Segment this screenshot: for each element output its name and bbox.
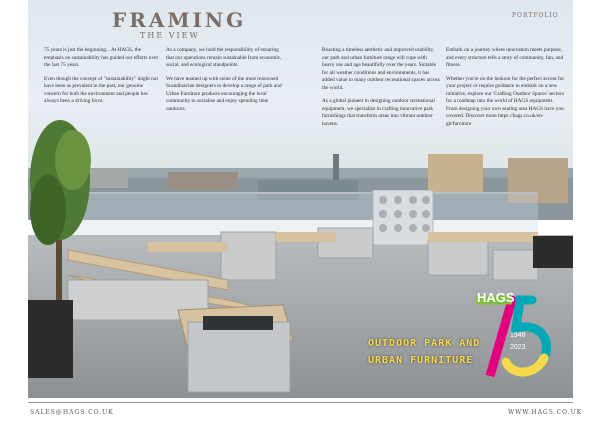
planter-pot [28, 300, 73, 378]
article-column-4 [446, 47, 566, 134]
brand-name: HAGS [477, 290, 515, 305]
overlay-caption [368, 335, 480, 369]
year-start: 1948 [510, 332, 526, 339]
footer-email[interactable]: SALES@HAGS.CO.UK [30, 409, 114, 416]
planter-pot-right [533, 236, 573, 268]
paragraph: 75 years is just the beginning... At HAGS, the emphasis on sustainability has guided our efforts over the last 75 years. [44, 47, 159, 68]
paragraph: Boasting a timeless aesthetic and improved usability, our park and urban furniture range will cope with heavy use and age beautifully over the years. Suitable for all weather conditions and environments, it has added value to many outdoor recreational spaces across the world. [322, 47, 440, 91]
paragraph: We have teamed up with some of the most renowned Scandinavian designers to develop a range of park and Urban Furniture products encouraging the local community to socialise and enjoy spending time outdoors. [166, 75, 282, 112]
section-label: PORTFOLIO [512, 12, 559, 19]
year-end: 2023 [510, 344, 526, 351]
paragraph: As a company, we hold the responsibility of ensuring that our operations remain sustainable from economic, social, and ecological standpoints. [166, 47, 282, 68]
article-column-1 [44, 47, 159, 112]
page-subtitle: THE VIEW [140, 31, 200, 40]
page-title: FRAMING [112, 8, 247, 32]
tree [28, 100, 98, 320]
overlay-line-2: URBAN FURNITURE [368, 355, 474, 366]
paragraph: Even though the concept of "sustainability" might not have been as prevalent in the past, our genuine concern for both the environment and people has always been a driving force. [44, 75, 158, 104]
paragraph: Whether you're on the lookout for the perfect accent for your project or require guidance to embark on a new initiative, explore our 'Crafting Outdoor Spaces' section for a roadmap into the world of HAGS equipment. From designing your own seating area HAGS have you covered. Discover more https://hags.co.uk/en-gb/furniture [446, 75, 565, 127]
anniversary-years [510, 330, 526, 354]
article-column-2 [166, 47, 284, 119]
article-column-3 [322, 47, 440, 134]
paragraph: Embark on a journey where innovation meets purpose, and every structure tells a story of community, fun, and fitness. [446, 47, 564, 68]
footer-website[interactable]: WWW.HAGS.CO.UK [508, 409, 583, 416]
paragraph: As a global pioneer in designing outdoor recreational equipment, we specialize in crafting innovative park furnishings that transform areas into vibrant outdoor havens. [322, 98, 435, 127]
overlay-line-1: OUTDOOR PARK AND [368, 338, 481, 349]
footer-divider [28, 402, 573, 403]
